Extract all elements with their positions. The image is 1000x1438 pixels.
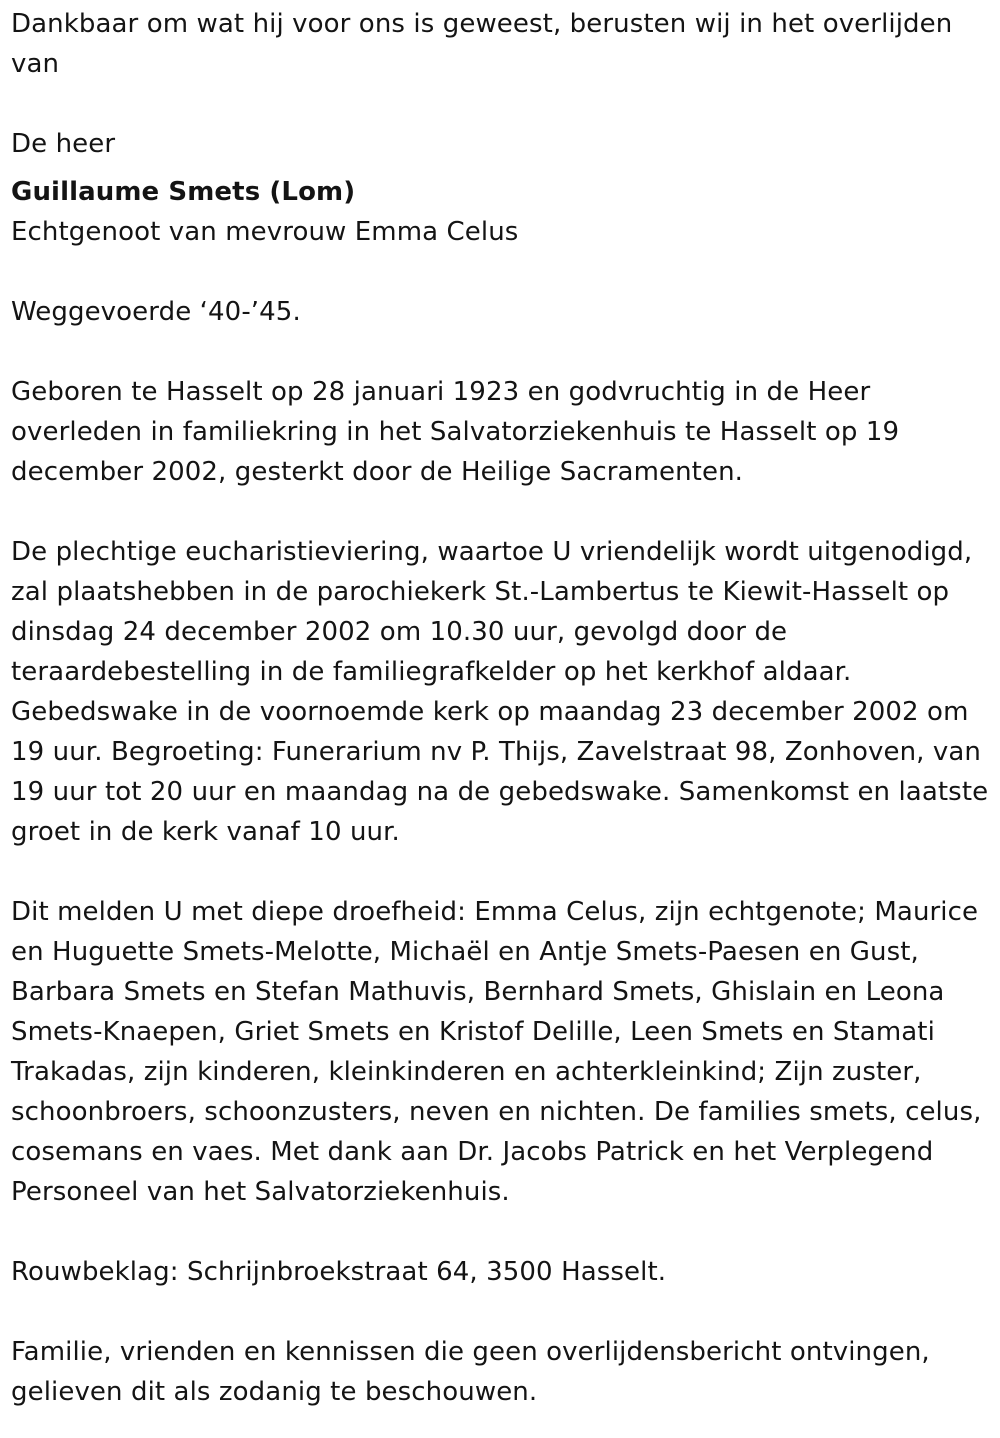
spacer [11, 1292, 991, 1332]
spacer [11, 1212, 991, 1252]
spacer [11, 492, 991, 532]
deported-line: Weggevoerde ‘40-’45. [11, 297, 301, 327]
spacer [11, 852, 991, 892]
spacer [11, 332, 991, 372]
condolence-address: Rouwbeklag: Schrijnbroekstraat 64, 3500 Hasselt. [11, 1257, 667, 1287]
deceased-name: Guillaume Smets (Lom) [11, 177, 356, 207]
spouse-line: Echtgenoot van mevrouw Emma Celus [11, 217, 519, 247]
intro-paragraph: Dankbaar om wat hij voor ons is geweest, berusten wij in het overlijden van [11, 9, 953, 79]
spacer [11, 252, 991, 292]
salutation: De heer [11, 129, 116, 159]
birth-death-paragraph: Geboren te Hasselt op 28 januari 1923 en godvruchtig in de Heer overleden in familiekring in het Salvatorziekenhuis te Hasselt op 19 december 2002, gesterkt door de Heilige Sacramenten. [11, 377, 900, 487]
closing-paragraph: Familie, vrienden en kennissen die geen overlijdensbericht ontvingen, gelieven dit als zodanig te beschouwen. [11, 1337, 930, 1407]
spacer [11, 84, 991, 124]
family-paragraph: Dit melden U met diepe droefheid: Emma Celus, zijn echtgenote; Maurice en Huguette Smets-Melotte, Michaël en Antje Smets-Paesen en Gust, Barbara Smets en Stefan Mathuvis, Bernhard Smets, Ghislain en Leona Smets-Knaepen, Griet Smets en Kristof Delille, Leen Smets en Stamati Trakadas, zijn kinderen, kleinkinderen en achterkleinkind; Zijn zuster, schoonbroers, schoonzusters, neven en nichten. De families smets, celus, cosemans en vaes. Met dank aan Dr. Jacobs Patrick en het Verplegend Personeel van het Salvatorziekenhuis. [11, 897, 982, 1207]
ceremony-paragraph: De plechtige eucharistieviering, waartoe U vriendelijk wordt uitgenodigd, zal plaatshebben in de parochiekerk St.-Lambertus te Kiewit-Hasselt op dinsdag 24 december 2002 om 10.30 uur, gevolgd door de teraardebestelling in de familiegrafkelder op het kerkhof aldaar. Gebedswake in de voornoemde kerk op maandag 23 december 2002 om 19 uur. Begroeting: Funerarium nv P. Thijs, Zavelstraat 98, Zonhoven, van 19 uur tot 20 uur en maandag na de gebedswake. Samenkomst en laatste groet in de kerk vanaf 10 uur. [11, 537, 989, 847]
obituary-notice [11, 4, 991, 1412]
